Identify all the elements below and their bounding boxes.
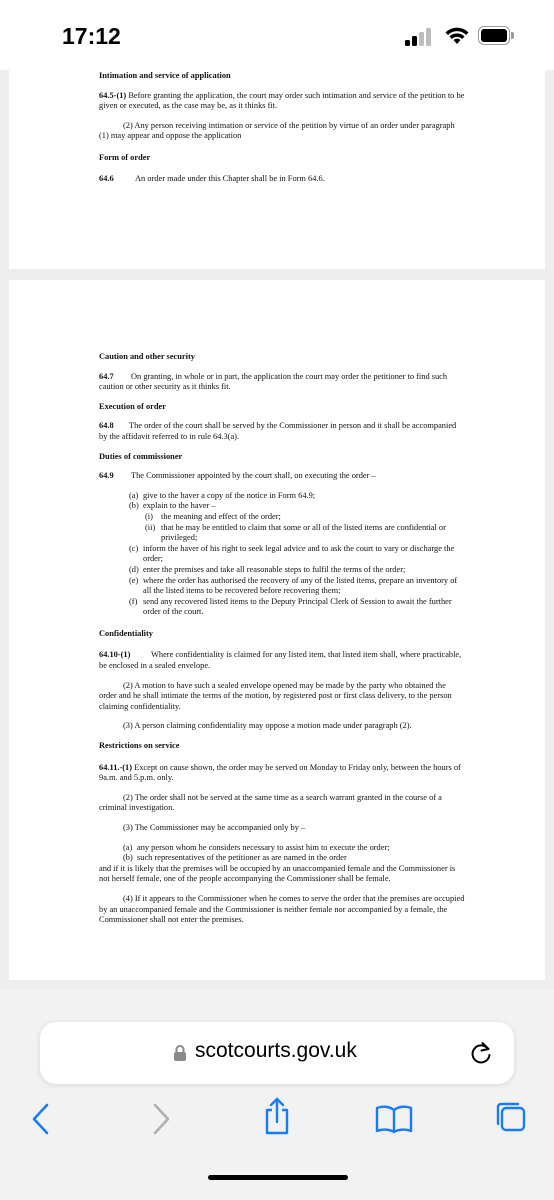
home-indicator (208, 1175, 348, 1180)
rule-64-7 (99, 372, 465, 393)
share-icon[interactable] (262, 1096, 292, 1136)
rule-64-5-1 (99, 91, 465, 112)
document-page-2 (9, 280, 545, 980)
browser-toolbar-area (0, 990, 554, 1200)
list-subitem: (ii) that he may be entitled to claim that some or all of the listed items are confidential or privileged; (145, 522, 446, 543)
rule-64-11-3-tail: and if it is likely that the premises will be occupied by an unaccompanied female and the Commissioner is not herself female, one of the people accompanying the Commissioner shall be female. (99, 863, 456, 884)
battery-icon (478, 26, 514, 45)
rule-text: Before granting the application, the court may order such intimation and service of the petition to be given or executed, as the case may be, as it thinks fit. (99, 90, 465, 111)
document-page-1 (9, 62, 545, 269)
rule-64-11-2: (2) The order shall not be served at the same time as a search warrant granted in the course of a criminal investigation. (99, 792, 442, 813)
rule-64-11-3: (3) The Commissioner may be accompanied only by – (123, 823, 306, 832)
rule-number: 64.11.-(1) (99, 762, 133, 772)
heading-confidentiality: Confidentiality (99, 628, 153, 638)
chevron-left-icon[interactable] (30, 1102, 52, 1136)
heading-duties: Duties of commissioner (99, 451, 183, 461)
rule-64-8 (99, 421, 465, 442)
status-time: 17:12 (62, 23, 121, 49)
rule-64-5-2: (2) Any person receiving intimation or service of the petition by virtue of an order under paragraph (1) may appear and oppose the application (99, 120, 455, 141)
list-item: (d) enter the premises and take all reasonable steps to fulfil the terms of the order; (129, 564, 406, 574)
list-subitem: (i) the meaning and effect of the order; (145, 511, 281, 521)
rule-number: 64.9 (99, 471, 114, 481)
rule-text: On granting, in whole or in part, the application the court may order the petitioner to find such caution or other security as it thinks fit. (99, 371, 448, 392)
tabs-icon[interactable] (494, 1100, 528, 1134)
list-item: (a) any person whom he considers necessary to assist him to execute the order; (123, 842, 390, 852)
wifi-icon (444, 26, 470, 46)
list-item: (a) give to the haver a copy of the notice in Form 64.9; (129, 490, 316, 500)
rule-number: 64.5-(1) (99, 90, 127, 100)
heading-restrictions: Restrictions on service (99, 741, 180, 751)
rule-text: Except on cause shown, the order may be served on Monday to Friday only, between the hours of 9a.m. and 5.p.m. only. (99, 762, 461, 783)
list-item: (b) explain to the haver – (129, 501, 216, 511)
lock-icon (173, 1044, 187, 1062)
list-item: (e) where the order has authorised the recovery of any of the listed items, prepare an inventory of all the listed items to be recovered before recovering them; (129, 575, 458, 596)
signal-icon (405, 28, 435, 46)
book-icon[interactable] (375, 1104, 413, 1134)
list-item: (f) send any recovered listed items to the Deputy Principal Clerk of Session to await the further order of the court. (129, 596, 452, 617)
rule-64-10-3: (3) A person claiming confidentiality may oppose a motion made under paragraph (2). (123, 721, 412, 731)
rule-number: 64.10-(1) (99, 650, 131, 660)
rule-64-11-4: (4) If it appears to the Commissioner when he comes to serve the order that the premises are occupied by an unaccompanied female and the Commissioner is neither female nor accompanied by a female, the Commissioner shall not enter the premises. (99, 893, 465, 925)
chevron-right-icon[interactable] (150, 1102, 172, 1136)
heading-caution: Caution and other security (99, 352, 195, 361)
browser-toolbar (0, 1092, 554, 1152)
rule-number: 64.6 (99, 173, 114, 183)
list-item: (c) inform the haver of his right to seek legal advice and to ask the court to vary or discharge the order; (129, 543, 455, 564)
rule-64-10-2: (2) A motion to have such a sealed envelope opened may be made by the party who obtained the order and he shall intimate the terms of the motion, by registered post or first class delivery, to the person claiming confidentiality. (99, 680, 452, 711)
heading-intimation: Intimation and service of application (99, 71, 231, 80)
url-text: scotcourts.gov.uk (195, 1039, 357, 1062)
accompany-list (99, 843, 465, 864)
rule-text: The Commissioner appointed by the court shall, on executing the order – (131, 471, 376, 481)
heading-execution: Execution of order (99, 401, 166, 411)
rule-text: Where confidentiality is claimed for any listed item, that listed item shall, where practicable, be enclosed in a sealed envelope. (99, 650, 462, 671)
rule-64-6 (99, 174, 465, 185)
rule-64-10-1 (99, 650, 465, 671)
list-item: (b) such representatives of the petitioner as are named in the order (123, 853, 347, 863)
rule-text: An order made under this Chapter shall be in Form 64.6. (135, 173, 325, 183)
rule-64-9 (99, 471, 465, 482)
status-bar (0, 0, 554, 70)
heading-form-of-order: Form of order (99, 152, 151, 162)
rule-64-11-1 (99, 763, 465, 784)
duties-list (99, 491, 465, 618)
rule-text: The order of the court shall be served by the Commissioner in person and it shall be accompanied by the affidavit referred to in rule 64.3(a). (99, 421, 457, 441)
rule-number: 64.8 (99, 421, 114, 431)
rule-number: 64.7 (99, 371, 114, 381)
reload-icon[interactable] (468, 1039, 494, 1067)
address-bar[interactable] (40, 1022, 514, 1084)
